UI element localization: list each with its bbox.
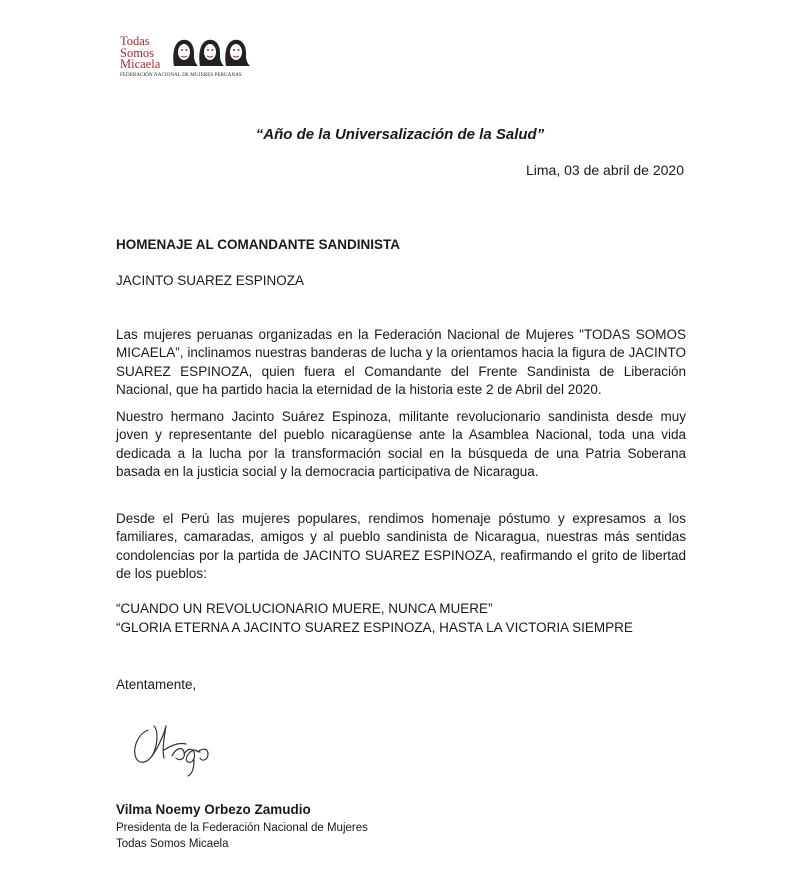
handwritten-signature — [128, 712, 228, 782]
federation-logo — [120, 36, 260, 86]
logo-wordmark — [120, 36, 160, 71]
closing-salutation: Atentamente, — [116, 677, 197, 692]
slogans — [116, 600, 633, 637]
logo-subtitle: FEDERACIÓN NACIONAL DE MUJERES PERUANAS — [120, 73, 242, 78]
year-motto: “Año de la Universalización de la Salud” — [255, 126, 545, 143]
logo-line-1: Todas — [120, 34, 150, 48]
signer-title: Presidenta de la Federación Nacional de Mujeres — [116, 822, 368, 834]
logo-line-2: Somos — [120, 45, 155, 60]
paragraph-3: Desde el Perú las mujeres populares, rendimos homenaje póstumo y expresamos a los familiares, camaradas, amigos y al pueblo sandinista de Nicaragua, nuestras más sentidas condolencias por la partida de JACINTO SUAREZ ESPINOZA, reafirmando el grito de libertad de los pueblos: — [116, 511, 686, 582]
slogan-1: “CUANDO UN REVOLUCIONARIO MUERE, NUNCA MUERE” — [116, 601, 493, 616]
logo-line-3: Micaela — [120, 57, 161, 71]
slogan-2: “GLORIA ETERNA A JACINTO SUAREZ ESPINOZA, HASTA LA VICTORIA SIEMPRE — [116, 619, 633, 635]
signer-role — [116, 821, 368, 852]
letter-heading: HOMENAJE AL COMANDANTE SANDINISTA — [116, 237, 401, 252]
letter-date: Lima, 03 de abril de 2020 — [526, 162, 684, 178]
signer-organization: Todas Somos Micaela — [116, 837, 229, 850]
three-women-faces-icon — [170, 36, 256, 68]
paragraph-2: Nuestro hermano Jacinto Suárez Espinoza, militante revolucionario sandinista desde muy joven y representante del pueblo nicaragüense ante la Asamblea Nacional, toda una vida dedicada a la lucha por la transformación social en la búsqueda de una Patria Soberana basada en la justicia social y la democracia participativa de Nicaragua. — [116, 409, 686, 480]
signer-name: Vilma Noemy Orbezo Zamudio — [116, 802, 311, 817]
honoree-name: JACINTO SUAREZ ESPINOZA — [116, 273, 305, 288]
paragraph-1: Las mujeres peruanas organizadas en la Federación Nacional de Mujeres "TODAS SOMOS MICAELA”, inclinamos nuestras banderas de lucha y la orientamos hacia la figura de JACINTO SUAREZ ESPINOZA, quien fuera el Comandante del Frente Sandinista de Liberación Nacional, que ha partido hacia la eternidad de la historia este 2 de Abril del 2020. — [116, 327, 686, 398]
